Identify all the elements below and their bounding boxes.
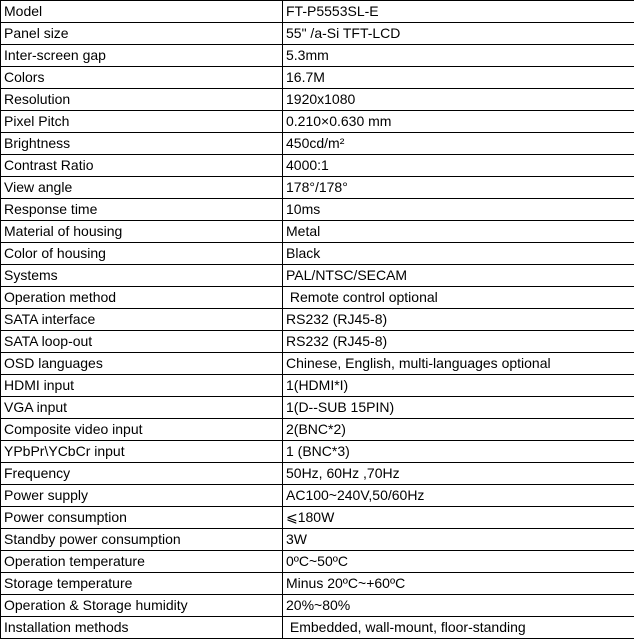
spec-value: Minus 20ºC~+60ºC: [283, 573, 634, 595]
spec-row: [1, 419, 634, 441]
spec-value: Black: [283, 243, 634, 265]
spec-label: Colors: [1, 67, 283, 89]
spec-value: Metal: [283, 221, 634, 243]
spec-row: [1, 199, 634, 221]
spec-value: 16.7M: [283, 67, 634, 89]
spec-row: [1, 617, 634, 639]
spec-label: View angle: [1, 177, 283, 199]
spec-row: [1, 375, 634, 397]
spec-row: [1, 221, 634, 243]
spec-label: Panel size: [1, 23, 283, 45]
spec-value: 1(D--SUB 15PIN): [283, 397, 634, 419]
spec-value: 178°/178°: [283, 177, 634, 199]
spec-value: 55" /a-Si TFT-LCD: [283, 23, 634, 45]
spec-row: [1, 287, 634, 309]
spec-value: Remote control optional: [283, 287, 634, 309]
spec-label: Color of housing: [1, 243, 283, 265]
spec-row: [1, 89, 634, 111]
spec-value: 1(HDMI*I): [283, 375, 634, 397]
spec-table-body: [1, 1, 634, 639]
spec-label: Storage temperature: [1, 573, 283, 595]
spec-label: VGA input: [1, 397, 283, 419]
spec-label: SATA interface: [1, 309, 283, 331]
spec-row: [1, 111, 634, 133]
spec-row: [1, 353, 634, 375]
spec-label: Model: [1, 1, 283, 23]
spec-row: [1, 243, 634, 265]
spec-value: Embedded, wall-mount, floor-standing: [283, 617, 634, 639]
spec-row: [1, 441, 634, 463]
spec-label: Response time: [1, 199, 283, 221]
spec-row: [1, 309, 634, 331]
spec-value: 20%~80%: [283, 595, 634, 617]
spec-value: 4000:1: [283, 155, 634, 177]
spec-value: FT-P5553SL-E: [283, 1, 634, 23]
spec-label: OSD languages: [1, 353, 283, 375]
spec-value: PAL/NTSC/SECAM: [283, 265, 634, 287]
spec-value: 5.3mm: [283, 45, 634, 67]
spec-row: [1, 45, 634, 67]
spec-label: Contrast Ratio: [1, 155, 283, 177]
spec-row: [1, 529, 634, 551]
spec-value: 50Hz, 60Hz ,70Hz: [283, 463, 634, 485]
spec-label: Power supply: [1, 485, 283, 507]
spec-value: 1 (BNC*3): [283, 441, 634, 463]
spec-row: [1, 177, 634, 199]
spec-value: 10ms: [283, 199, 634, 221]
spec-label: Systems: [1, 265, 283, 287]
spec-value: 450cd/m²: [283, 133, 634, 155]
spec-value: 1920x1080: [283, 89, 634, 111]
spec-value: RS232 (RJ45-8): [283, 309, 634, 331]
spec-value: ⩽180W: [283, 507, 634, 529]
spec-value: 3W: [283, 529, 634, 551]
spec-label: Pixel Pitch: [1, 111, 283, 133]
spec-value: RS232 (RJ45-8): [283, 331, 634, 353]
spec-row: [1, 23, 634, 45]
spec-row: [1, 1, 634, 23]
spec-label: Resolution: [1, 89, 283, 111]
spec-row: [1, 133, 634, 155]
spec-label: Operation temperature: [1, 551, 283, 573]
spec-label: HDMI input: [1, 375, 283, 397]
spec-value: Chinese, English, multi-languages optional: [283, 353, 634, 375]
spec-row: [1, 265, 634, 287]
spec-label: Frequency: [1, 463, 283, 485]
spec-label: Operation & Storage humidity: [1, 595, 283, 617]
spec-label: Standby power consumption: [1, 529, 283, 551]
spec-row: [1, 485, 634, 507]
spec-row: [1, 155, 634, 177]
spec-row: [1, 551, 634, 573]
spec-label: Inter-screen gap: [1, 45, 283, 67]
spec-label: YPbPr\YCbCr input: [1, 441, 283, 463]
spec-value: 2(BNC*2): [283, 419, 634, 441]
spec-value: 0ºC~50ºC: [283, 551, 634, 573]
spec-row: [1, 67, 634, 89]
spec-row: [1, 573, 634, 595]
spec-row: [1, 397, 634, 419]
spec-row: [1, 463, 634, 485]
spec-row: [1, 507, 634, 529]
spec-label: SATA loop-out: [1, 331, 283, 353]
spec-value: AC100~240V,50/60Hz: [283, 485, 634, 507]
spec-label: Power consumption: [1, 507, 283, 529]
spec-label: Material of housing: [1, 221, 283, 243]
spec-label: Composite video input: [1, 419, 283, 441]
spec-label: Operation method: [1, 287, 283, 309]
spec-row: [1, 595, 634, 617]
spec-label: Brightness: [1, 133, 283, 155]
spec-value: 0.210×0.630 mm: [283, 111, 634, 133]
spec-row: [1, 331, 634, 353]
spec-label: Installation methods: [1, 617, 283, 639]
